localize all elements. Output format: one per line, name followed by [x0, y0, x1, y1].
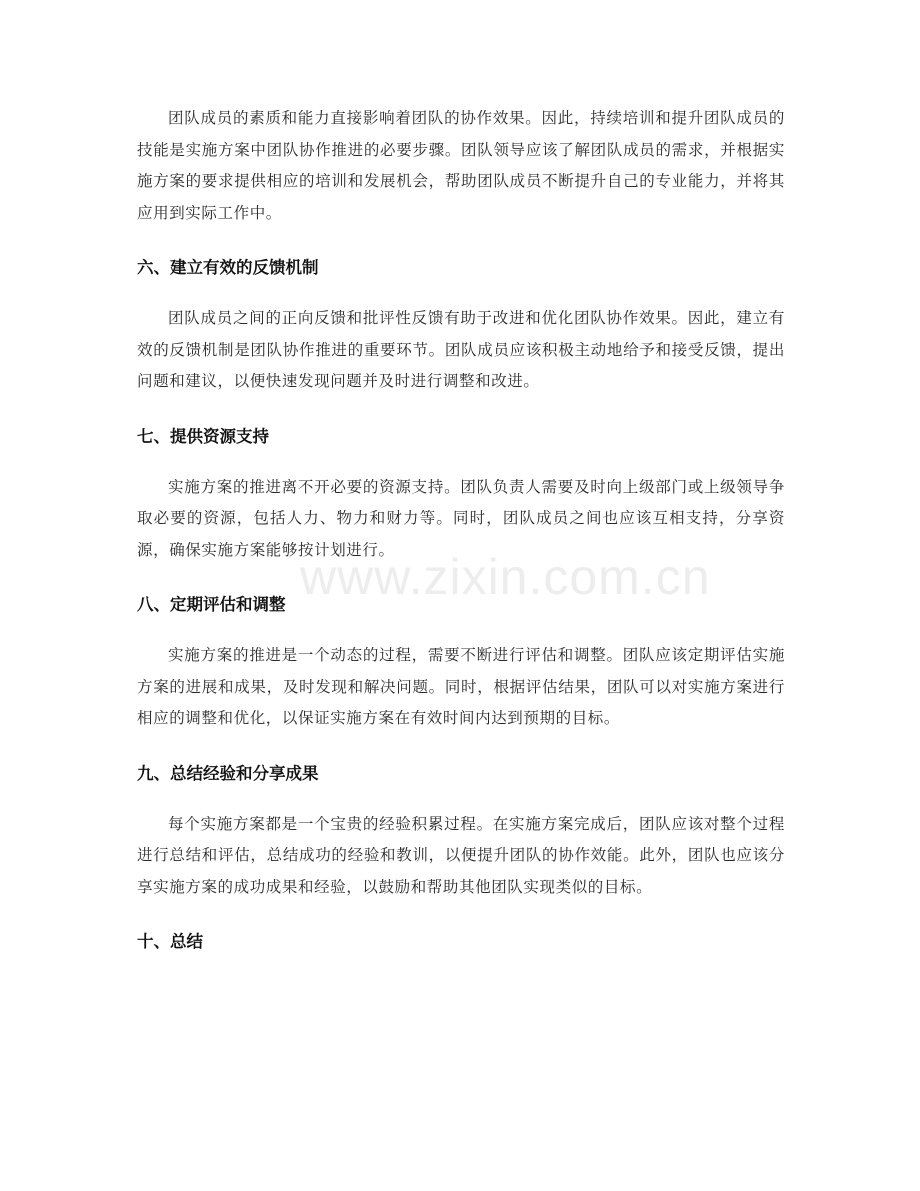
section-heading-6: 六、建立有效的反馈机制 — [137, 258, 319, 277]
section-paragraph-7: 实施方案的推进离不开必要的资源支持。团队负责人需要及时向上级部门或上级领导争取必要的资源，包括人力、物力和财力等。同时，团队成员之间也应该互相支持，分享资源，确保实施方案能够按计划进行。 — [137, 477, 785, 559]
intro-paragraph: 团队成员的素质和能力直接影响着团队的协作效果。因此，持续培训和提升团队成员的技能是实施方案中团队协作推进的必要步骤。团队领导应该了解团队成员的需求，并根据实施方案的要求提供相应的培训和发展机会，帮助团队成员不断提升自己的专业能力，并将其应用到实际工作中。 — [137, 109, 785, 222]
section-paragraph-6: 团队成员之间的正向反馈和批评性反馈有助于改进和优化团队协作效果。因此，建立有效的反馈机制是团队协作推进的重要环节。团队成员应该积极主动地给予和接受反馈，提出问题和建议，以便快速发现问题并及时进行调整和改进。 — [137, 309, 785, 390]
section-heading-8: 八、定期评估和调整 — [137, 595, 286, 614]
section-paragraph-8: 实施方案的推进是一个动态的过程，需要不断进行评估和调整。团队应该定期评估实施方案的进展和成果，及时发现和解决问题。同时，根据评估结果，团队可以对实施方案进行相应的调整和优化，以保证实施方案在有效时间内达到预期的目标。 — [137, 646, 785, 727]
watermark: www.zixin.com.cn — [300, 549, 711, 605]
section-heading-10: 十、总结 — [137, 932, 203, 951]
document-body — [137, 103, 785, 955]
section-paragraph-9: 每个实施方案都是一个宝贵的经验积累过程。在实施方案完成后，团队应该对整个过程进行总结和评估，总结成功的经验和教训，以便提升团队的协作效能。此外，团队也应该分享实施方案的成功成果和经验，以鼓励和帮助其他团队实现类似的目标。 — [137, 814, 785, 896]
section-heading-7: 七、提供资源支持 — [137, 426, 269, 446]
section-heading-9: 九、总结经验和分享成果 — [137, 763, 319, 783]
